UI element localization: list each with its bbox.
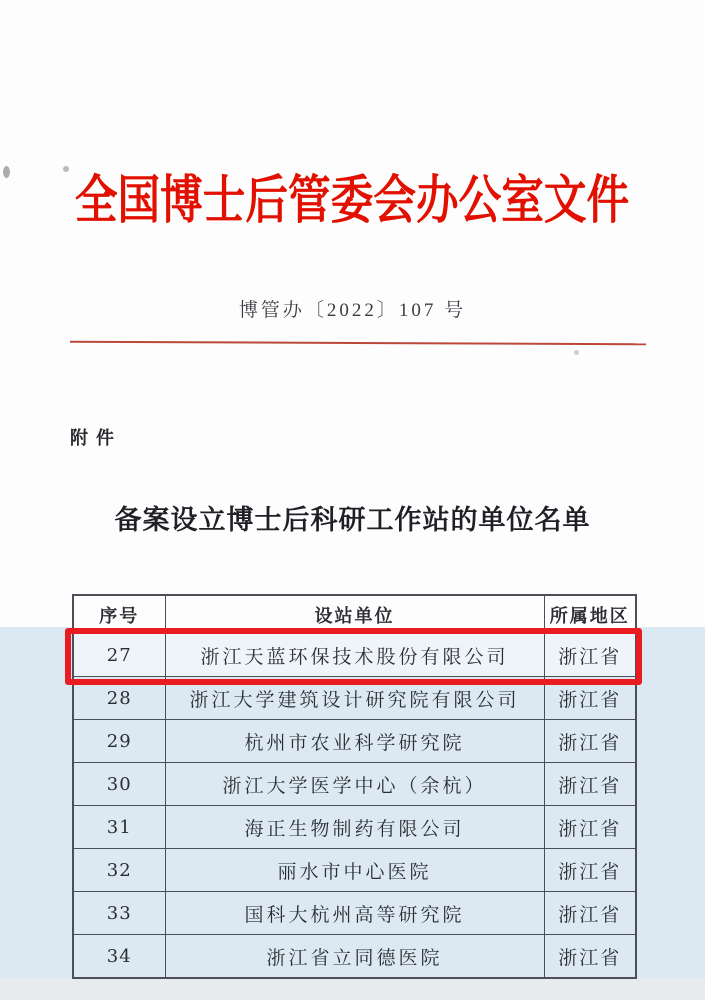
cell-region: 浙江省 bbox=[544, 849, 636, 892]
cell-unit: 浙江大学医学中心（余杭） bbox=[165, 763, 544, 806]
cell-region: 浙江省 bbox=[544, 720, 636, 763]
cell-unit: 丽水市中心医院 bbox=[165, 849, 544, 892]
attachment-label: 附件 bbox=[70, 428, 122, 448]
cell-region: 浙江省 bbox=[544, 806, 636, 849]
units-table bbox=[72, 594, 637, 979]
table-title: 备案设立博士后科研工作站的单位名单 bbox=[114, 505, 591, 535]
table-row-27 bbox=[73, 634, 636, 677]
cell-unit: 浙江大学建筑设计研究院有限公司 bbox=[165, 677, 544, 720]
table-row-33 bbox=[73, 892, 636, 935]
table-row-31 bbox=[73, 806, 636, 849]
scan-bottom-edge bbox=[0, 978, 705, 1000]
cell-unit: 海正生物制药有限公司 bbox=[165, 806, 544, 849]
cell-unit: 浙江省立同德医院 bbox=[165, 935, 544, 979]
cell-region: 浙江省 bbox=[544, 892, 636, 935]
cell-serial: 28 bbox=[73, 677, 165, 720]
table-row-29 bbox=[73, 720, 636, 763]
table-row-30 bbox=[73, 763, 636, 806]
document-title-text: 全国博士后管委会办公室文件 bbox=[75, 173, 630, 230]
cell-serial: 27 bbox=[73, 634, 165, 677]
cell-unit: 杭州市农业科学研究院 bbox=[165, 720, 544, 763]
cell-unit: 浙江天蓝环保技术股份有限公司 bbox=[165, 634, 544, 677]
table-row-34 bbox=[73, 935, 636, 979]
column-header-unit: 设站单位 bbox=[165, 595, 544, 634]
red-divider-line bbox=[70, 341, 646, 346]
column-header-serial: 序号 bbox=[73, 595, 165, 634]
cell-serial: 31 bbox=[73, 806, 165, 849]
cell-region: 浙江省 bbox=[544, 935, 636, 979]
table-header-row bbox=[73, 595, 636, 634]
scan-artifact-speck bbox=[574, 350, 579, 355]
cell-serial: 32 bbox=[73, 849, 165, 892]
cell-serial: 30 bbox=[73, 763, 165, 806]
cell-serial: 34 bbox=[73, 935, 165, 979]
document-title bbox=[0, 164, 705, 239]
column-header-region: 所属地区 bbox=[544, 595, 636, 634]
document-number: 博管办〔2022〕107 号 bbox=[238, 300, 467, 321]
table-row-32 bbox=[73, 849, 636, 892]
cell-region: 浙江省 bbox=[544, 763, 636, 806]
cell-region: 浙江省 bbox=[544, 634, 636, 677]
cell-serial: 33 bbox=[73, 892, 165, 935]
cell-serial: 29 bbox=[73, 720, 165, 763]
cell-unit: 国科大杭州高等研究院 bbox=[165, 892, 544, 935]
table-row-28 bbox=[73, 677, 636, 720]
cell-region: 浙江省 bbox=[544, 677, 636, 720]
